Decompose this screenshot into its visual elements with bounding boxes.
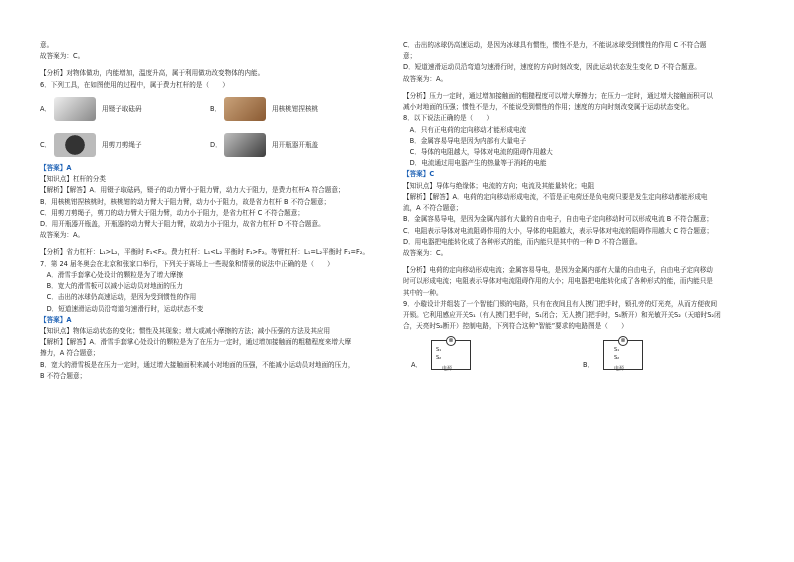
option-label: C． xyxy=(40,140,52,149)
question-8: 8．以下说法正确的是（ ） xyxy=(403,114,493,123)
lamp-icon: ⊗ xyxy=(446,336,456,346)
q7-option-d: D．短道速滑运动员沿弯道匀速滑行时，运动状态不变 xyxy=(40,304,204,313)
analysis-line: 其中的一种。 xyxy=(403,288,443,297)
solution-line: D．用开瓶器开瓶盖，开瓶器的动力臂大于阻力臂，故动力小于阻力，故省力杠杆 D 不符合题意。 xyxy=(40,219,325,228)
option-text: 用剪刀剪绳子 xyxy=(102,140,142,149)
analysis-line: 【分析】电荷的定向移动形成电流；金属容易导电，是因为金属内部有大量的自由电子，自由电子定向移动 xyxy=(403,266,713,275)
q8-option-b: B．金属容易导电是因为内部有大量电子 xyxy=(403,136,527,145)
answer-line: 故答案为：A。 xyxy=(403,74,448,83)
knowledge-point: 【知识点】物体运动状态的变化；惯性及其现象；增大或减小摩擦的方法；减小压强的方法及其应用 xyxy=(40,326,331,335)
q6-option-d xyxy=(210,127,380,163)
option-text: 用开瓶器开瓶盖 xyxy=(272,140,319,149)
solution-line: 【解析】【解答】A．电荷的定向移动形成电流，不管是正电荷还是负电荷只要是发生定向移动都能形成电 xyxy=(403,192,708,201)
circuit-diagram-a: ⊗ S₁ S₂ 电源 xyxy=(431,340,471,370)
solution-line: D．用电器把电能转化成了各种形式的能，而内能只是其中的一种 D 不符合题意。 xyxy=(403,237,642,246)
solution-line: B．金属容易导电，是因为金属内部有大量的自由电子，自由电子定向移动时可以形成电流 B 不符合题意； xyxy=(403,215,713,224)
solution-line: C．用剪刀剪绳子，剪刀的动力臂大于阻力臂，动力小于阻力，是省力杠杆 C 不符合题意； xyxy=(40,208,304,217)
option-text: 用核桃钳捏核桃 xyxy=(272,104,319,113)
q7-option-c: C．击出的冰球仍高速运动，是因为受到惯性的作用 xyxy=(40,293,197,302)
option-label: B． xyxy=(210,104,222,113)
q8-option-c: C．导体的电阻越大，导体对电流的阻碍作用越大 xyxy=(403,147,553,156)
q6-options-row-1 xyxy=(40,91,380,127)
solution-line: C．电阻表示导体对电流阻碍作用的大小，导体的电阻越大，表示导体对电流的阻碍作用越大 C 符合题意； xyxy=(403,226,714,235)
answer-tag: 【答案】A xyxy=(40,315,72,324)
solution-line: D．短道速滑运动员沿弯道匀速滑行时，速度的方向时刻改变，因此运动状态发生变化 D 不符合题意。 xyxy=(403,63,701,72)
analysis-line: 时可以形成电流；电阻表示导体对电流阻碍作用的大小；用电器把电能转化成了各种形式的能，而内能只是 xyxy=(403,277,713,286)
solution-line: 【解析】【解答】A．滑雪手套掌心处设计的颗粒是为了在压力一定时，通过增加接触面的粗糙程度来增大摩 xyxy=(40,338,352,347)
option-label: A． xyxy=(40,104,52,113)
right-column xyxy=(403,40,743,392)
question-9: 开锁。它利用感应开关S₁（有人摸门把手时，S₁闭合；无人摸门把手时，S₁断开）和光敏开关S₂（天暗时S₂闭 xyxy=(403,311,721,320)
solution-line: 意； xyxy=(403,52,417,61)
circuit-label-a: A． xyxy=(411,361,423,370)
answer-line: 故答案为：C。 xyxy=(40,52,85,61)
answer-line: 故答案为：C。 xyxy=(403,248,448,257)
circuit-diagram-b: ⊗ S₁ S₂ 电源 xyxy=(603,340,643,370)
power-source-label: 电源 xyxy=(614,366,625,373)
bottle-opener-image xyxy=(224,133,266,157)
q9-circuits xyxy=(403,332,743,392)
solution-line: 流，A 不符合题意； xyxy=(403,204,463,213)
analysis-line: 【分析】省力杠杆：L₁>L₂，平衡时 F₁<F₂。费力杠杆：L₁<L₂ 平衡时 F₁>F₂。等臂杠杆：L₁=L₂平衡时 F₁=F₂。 xyxy=(40,248,370,257)
option-label: D． xyxy=(210,140,222,149)
solution-line: B．用核桃钳捏核桃时，核桃钳的动力臂大于阻力臂，动力小于阻力，故是省力杠杆 B 不符合题意； xyxy=(40,197,331,206)
q7-option-b: B．宽大的滑雪板可以减小运动员对地面的压力 xyxy=(40,282,183,291)
solution-line: B．宽大的滑雪板是在压力一定时，通过增大接触面积来减小对地面的压强，不能减小运动员对地面的压力， xyxy=(40,360,355,369)
option-text: 用镊子取砝码 xyxy=(102,104,142,113)
question-6: 6．下列工具，在如图使用的过程中，属于费力杠杆的是（ ） xyxy=(40,80,229,89)
solution-line: 擦力，A 符合题意； xyxy=(40,349,100,358)
question-9: 合，天亮时S₂断开）控制电路，下列符合这种“智能”要求的电路图是（ ） xyxy=(403,322,628,331)
nutcracker-image xyxy=(224,97,266,121)
tweezers-image xyxy=(54,97,96,121)
answer-tag: 【答案】C xyxy=(403,170,435,179)
q6-option-b xyxy=(210,91,380,127)
text-line: 意。 xyxy=(40,41,54,49)
q8-option-a: A．只有正电荷的定向移动才能形成电流 xyxy=(403,125,527,134)
analysis-line: 【分析】对物体做功，内能增加，温度升高，属于利用做功改变物体的内能。 xyxy=(40,69,265,78)
solution-line: C．击出的冰球仍高速运动，是因为冰球具有惯性，惯性不是力，不能说冰球受到惯性的作用 C 不符合题 xyxy=(403,41,707,49)
q6-option-a xyxy=(40,91,210,127)
analysis-line: 【分析】压力一定时，通过增加接触面的粗糙程度可以增大摩擦力；在压力一定时，通过增大接触面积可以 xyxy=(403,91,713,100)
question-9: 9．小璇设计并组装了一个智能门锁的电路，只有在夜间且有人摸门把手时，锁孔旁的灯光亮，从而方便夜间 xyxy=(403,299,718,308)
power-source-label: 电源 xyxy=(442,366,453,373)
q6-option-c xyxy=(40,127,210,163)
question-7: 7．第 24 届冬奥会在北京和张家口举行，下列关于赛场上一些现象和情景的说法中正确的是（ ） xyxy=(40,259,334,268)
knowledge-point: 【知识点】杠杆的分类 xyxy=(40,175,106,184)
analysis-line: 减小对地面的压强；惯性不是力，不能说受到惯性的作用；速度的方向时刻改变属于运动状态变化。 xyxy=(403,103,694,112)
solution-line: B 不符合题意； xyxy=(40,371,87,380)
left-column xyxy=(40,40,380,382)
lamp-icon: ⊗ xyxy=(618,336,628,346)
q7-option-a: A．滑雪手套掌心处设计的颗粒是为了增大摩擦 xyxy=(40,270,183,279)
scissors-image xyxy=(54,133,96,157)
q8-option-d: D．电流通过用电器产生的热量等于消耗的电能 xyxy=(403,159,547,168)
circuit-label-b: B． xyxy=(583,361,595,370)
q6-options-row-2 xyxy=(40,127,380,163)
answer-line: 故答案为：A。 xyxy=(40,231,85,240)
knowledge-point: 【知识点】导体与绝缘体；电流的方向；电流及其能量转化；电阻 xyxy=(403,181,595,190)
solution-line: 【解析】【解答】A．用镊子取砝码，镊子的动力臂小于阻力臂，动力大于阻力，是费力杠杆A 符合题意； xyxy=(40,186,345,195)
answer-tag: 【答案】A xyxy=(40,163,72,172)
